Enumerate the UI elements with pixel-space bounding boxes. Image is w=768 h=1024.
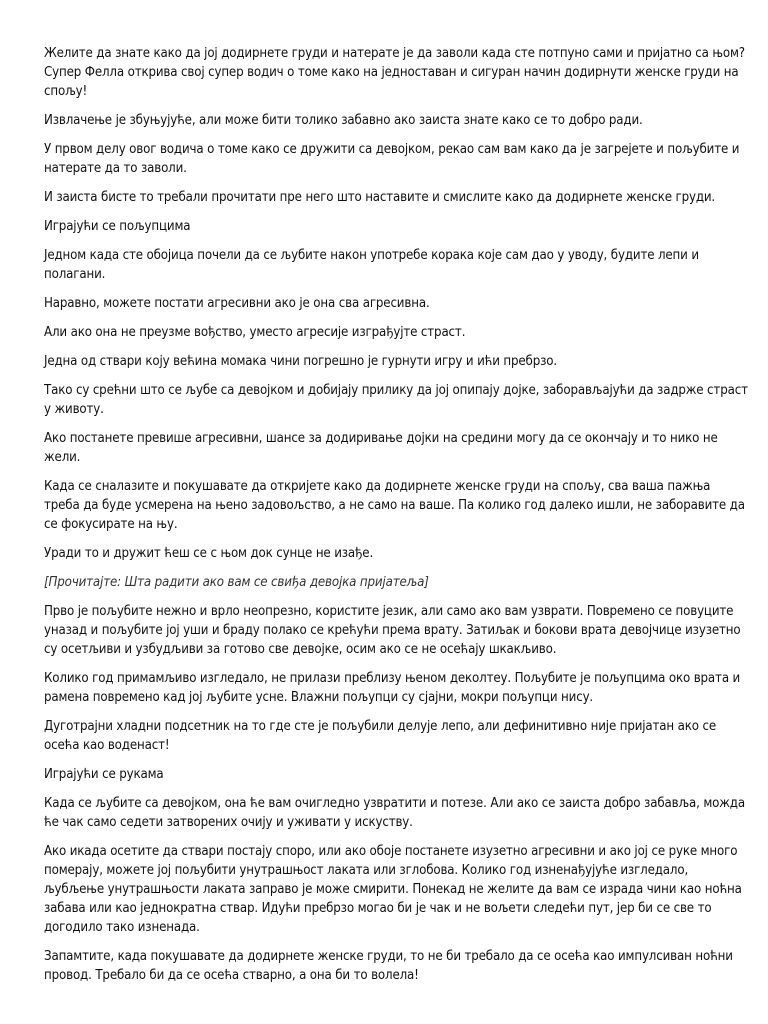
paragraph: Тако су срећни што се љубе са девојком и добијају прилику да јој опипају дојке, заборављајући да задрже страст у животу. bbox=[44, 383, 748, 417]
paragraph: Једна од ствари коју већина момака чини погрешно је гурнути игру и ићи пребрзо. bbox=[44, 354, 557, 369]
paragraph: Запамтите, када покушавате да додирнете женске груди, то не би требало да се осећа као импулсиван ноћни провод. Требало би да се осећа стварно, а она би то волела! bbox=[44, 949, 733, 983]
paragraph: Прво је пољубите нежно и врло неопрезно, користите језик, али само ако вам узврати. Повремено се повуците уназад и пољубите јој уши и браду полако се крећући према врату. Затиљак и бокови врата девојчице изузетно су осетљиви и узбудљиви за готово све девојке, осим ако се не осећају шкакљиво. bbox=[44, 604, 741, 657]
paragraph: Али ако она не преузме вођство, уместо агресије изграђујте страст. bbox=[44, 325, 466, 340]
paragraph: Уради то и дружит ћеш се с њом док сунце не изађе. bbox=[44, 546, 374, 561]
read-also-link[interactable]: [Прочитајте: Шта радити ако вам се свиђа девојка пријатеља] bbox=[44, 575, 429, 590]
paragraph: Када се љубите са девојком, она ће вам очигледно узвратити и потезе. Али ако се заиста добро забавља, можда ће чак само седети затворених очију и уживати у искуству. bbox=[44, 796, 745, 830]
paragraph: Извлачење је збуњујуће, али може бити толико забавно ако заиста знате како се то добро ради. bbox=[44, 113, 643, 128]
paragraph: И заиста бисте то требали прочитати пре него што наставите и смислите како да додирнете женске груди. bbox=[44, 190, 716, 205]
paragraph: У првом делу овог водича о томе како се дружити са девојком, рекао сам вам како да је загрејете и пољубите и натерате да то заволи. bbox=[44, 142, 740, 176]
section-heading-hands: Играјући се рукама bbox=[44, 767, 164, 782]
paragraph: Једном када сте обојица почели да се љубите након употребе корака које сам дао у уводу, будите лепи и полагани. bbox=[44, 248, 699, 282]
paragraph: Дуготрајни хладни подсетник на то где сте је пољубили делује лепо, али дефинитивно није пријатан ако се осећа као воденаст! bbox=[44, 719, 717, 753]
paragraph: Када се сналазите и покушавате да откријете како да додирнете женске груди на спољу, сва ваша пажња треба да буде усмерена на њено задовољство, а не само на ваше. Па колико год далеко ишли, не заборавите да се фокусирате на њу. bbox=[44, 479, 745, 532]
paragraph: Ако икада осетите да ствари постају споро, или ако обоје постанете изузетно агресивни и ако јој се руке много померају, можете јој пољубити унутрашњост лаката или зглобова. Колико год изненађујуће изгледало, љубљење унутрашњости лаката заправо је може смирити. Понекад не желите да вам се израда чини као ноћна забава или као једнократна ствар. Идући пребрзо могао би је чак и не вољети следећи пут, јер би се све то догодило тако изненада. bbox=[44, 844, 742, 935]
paragraph-intro: Желите да знате како да јој додирнете груди и натерате је да заволи када сте потпуно сами и пријатно са њом? Супер Фелла открива свој супер водич о томе како на једноставан и сигуран начин додирнути женске груди на спољу! bbox=[44, 46, 745, 99]
paragraph: Колико год примамљиво изгледало, не прилази преблизу њеном деколтеу. Пољубите је пољупцима око врата и рамена повремено кад јој љубите усне. Влажни пољупци су сјајни, мокри пољупци нису. bbox=[44, 671, 741, 705]
section-heading-kisses: Играјући се пољупцима bbox=[44, 219, 191, 234]
paragraph: Наравно, можете постати агресивни ако је она сва агресивна. bbox=[44, 296, 430, 311]
paragraph: Ако постанете превише агресивни, шансе за додиривање дојки на средини могу да се окончају и то нико не жели. bbox=[44, 431, 718, 465]
